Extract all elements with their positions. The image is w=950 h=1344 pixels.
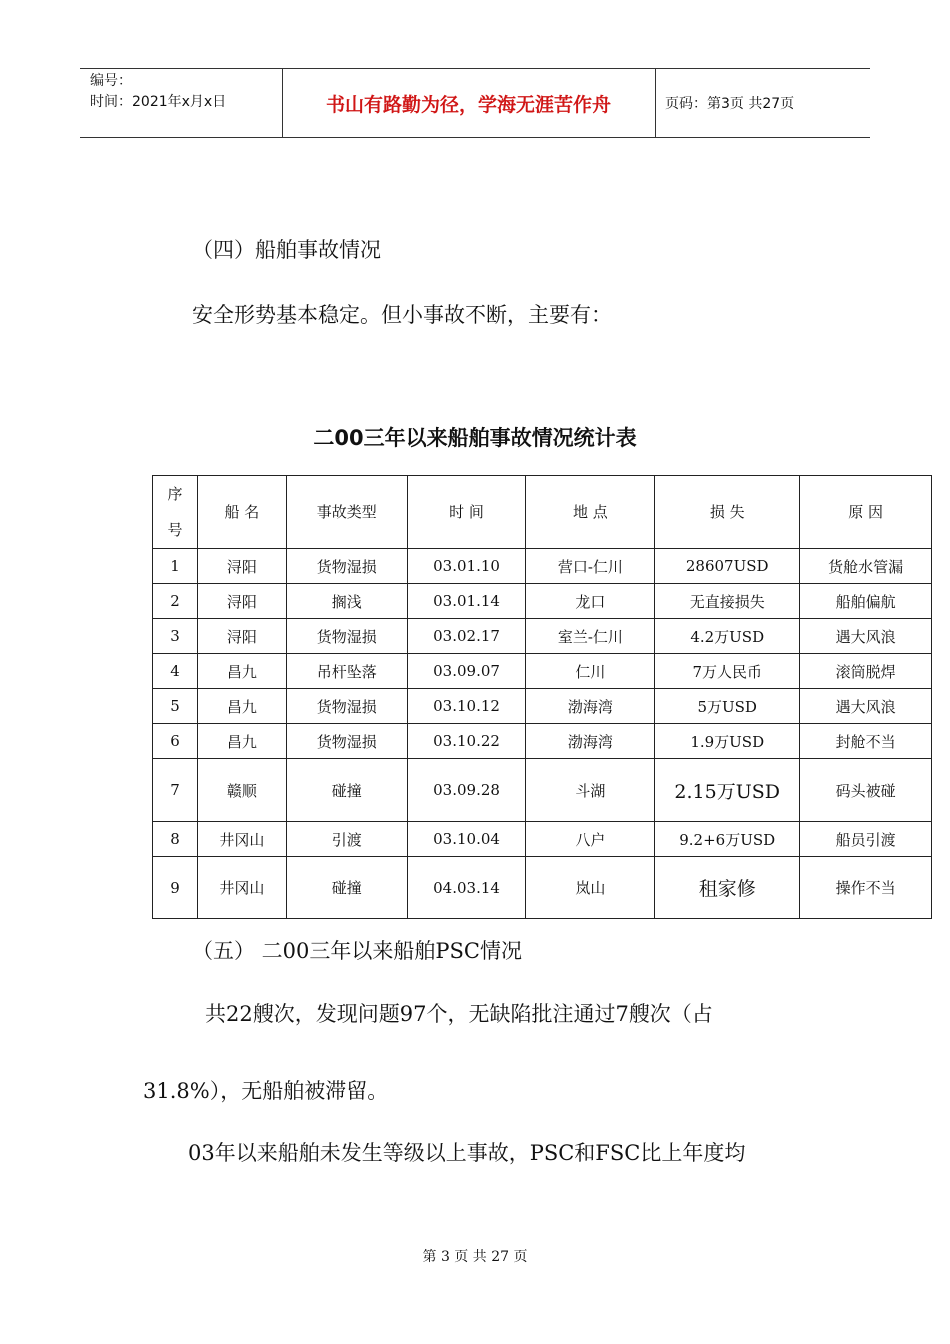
section4-heading: （四）船舶事故情况 — [192, 238, 381, 262]
document-time-label: 时间：2021年x月x日 — [90, 94, 227, 110]
cell-location: 斗湖 — [526, 759, 655, 822]
cell-time: 04.03.14 — [407, 857, 526, 919]
header-page-info: 页码：第3页 共27页 — [665, 96, 795, 112]
cell-location: 岚山 — [526, 857, 655, 919]
cell-type: 吊杆坠落 — [286, 654, 407, 689]
table-row — [153, 689, 932, 724]
cell-location: 仁川 — [526, 654, 655, 689]
table-row — [153, 584, 932, 619]
cell-location: 营口-仁川 — [526, 549, 655, 584]
cell-ship: 赣顺 — [197, 759, 286, 822]
cell-seq: 4 — [153, 654, 198, 689]
cell-type: 货物湿损 — [286, 619, 407, 654]
cell-loss: 5万USD — [655, 689, 800, 724]
page-footer: 第 3 页 共 27 页 — [422, 1249, 528, 1265]
cell-ship: 昌九 — [197, 654, 286, 689]
table-row — [153, 654, 932, 689]
cell-time: 03.01.14 — [407, 584, 526, 619]
section5-heading: （五） 二00三年以来船舶PSC情况 — [192, 939, 522, 963]
cell-loss: 28607USD — [655, 549, 800, 584]
table-row — [153, 549, 932, 584]
cell-seq: 2 — [153, 584, 198, 619]
table-title: 二00三年以来船舶事故情况统计表 — [313, 426, 637, 450]
cell-location: 室兰-仁川 — [526, 619, 655, 654]
cell-ship: 井冈山 — [197, 822, 286, 857]
cell-type: 货物湿损 — [286, 549, 407, 584]
cell-type: 碰撞 — [286, 857, 407, 919]
cell-ship: 昌九 — [197, 724, 286, 759]
cell-time: 03.10.04 — [407, 822, 526, 857]
cell-cause: 封舱不当 — [800, 724, 932, 759]
cell-seq: 9 — [153, 857, 198, 919]
table-row — [153, 724, 932, 759]
header-loss: 损 失 — [655, 476, 800, 549]
header-location: 地 点 — [526, 476, 655, 549]
cell-time: 03.10.12 — [407, 689, 526, 724]
cell-type: 碰撞 — [286, 759, 407, 822]
cell-seq: 6 — [153, 724, 198, 759]
cell-cause: 遇大风浪 — [800, 619, 932, 654]
cell-seq: 7 — [153, 759, 198, 822]
cell-cause: 滚筒脱焊 — [800, 654, 932, 689]
cell-cause: 码头被碰 — [800, 759, 932, 822]
table-row — [153, 619, 932, 654]
section5-line2: 31.8%），无船舶被滞留。 — [143, 1079, 389, 1103]
cell-ship: 浔阳 — [197, 619, 286, 654]
cell-type: 搁浅 — [286, 584, 407, 619]
table-header-row — [153, 476, 932, 549]
page-header — [80, 68, 870, 138]
section5-line3: 03年以来船舶未发生等级以上事故，PSC和FSC比上年度均 — [188, 1141, 746, 1165]
cell-cause: 船舶偏航 — [800, 584, 932, 619]
cell-seq: 5 — [153, 689, 198, 724]
cell-cause: 船员引渡 — [800, 822, 932, 857]
cell-type: 货物湿损 — [286, 689, 407, 724]
cell-loss: 2.15万USD — [655, 759, 800, 822]
table-row — [153, 857, 932, 919]
cell-ship: 浔阳 — [197, 549, 286, 584]
section5-line1: 共22艘次，发现问题97个，无缺陷批注通过7艘次（占 — [205, 1002, 713, 1026]
header-divider — [655, 69, 656, 137]
cell-type: 引渡 — [286, 822, 407, 857]
header-cause: 原 因 — [800, 476, 932, 549]
cell-cause: 货舱水管漏 — [800, 549, 932, 584]
cell-ship: 浔阳 — [197, 584, 286, 619]
cell-location: 龙口 — [526, 584, 655, 619]
document-number-label: 编号： — [90, 73, 132, 89]
cell-loss: 无直接损失 — [655, 584, 800, 619]
cell-loss: 7万人民币 — [655, 654, 800, 689]
cell-loss: 租家修 — [655, 857, 800, 919]
cell-time: 03.09.28 — [407, 759, 526, 822]
cell-time: 03.02.17 — [407, 619, 526, 654]
cell-seq: 8 — [153, 822, 198, 857]
cell-location: 渤海湾 — [526, 689, 655, 724]
section4-text: 安全形势基本稳定。但小事故不断，主要有： — [192, 303, 612, 327]
header-meta — [90, 71, 226, 113]
header-accident-type: 事故类型 — [286, 476, 407, 549]
cell-time: 03.10.22 — [407, 724, 526, 759]
cell-cause: 操作不当 — [800, 857, 932, 919]
cell-type: 货物湿损 — [286, 724, 407, 759]
cell-seq: 3 — [153, 619, 198, 654]
cell-loss: 4.2万USD — [655, 619, 800, 654]
header-ship-name: 船 名 — [197, 476, 286, 549]
table-row — [153, 822, 932, 857]
cell-location: 八户 — [526, 822, 655, 857]
cell-cause: 遇大风浪 — [800, 689, 932, 724]
cell-location: 渤海湾 — [526, 724, 655, 759]
cell-loss: 1.9万USD — [655, 724, 800, 759]
cell-time: 03.09.07 — [407, 654, 526, 689]
accident-table — [152, 475, 932, 919]
cell-loss: 9.2+6万USD — [655, 822, 800, 857]
header-motto: 书山有路勤为径，学海无涯苦作舟 — [325, 93, 611, 116]
cell-ship: 昌九 — [197, 689, 286, 724]
cell-seq: 1 — [153, 549, 198, 584]
cell-time: 03.01.10 — [407, 549, 526, 584]
table-row — [153, 759, 932, 822]
cell-ship: 井冈山 — [197, 857, 286, 919]
header-seq: 序号 — [153, 476, 198, 549]
header-time: 时 间 — [407, 476, 526, 549]
